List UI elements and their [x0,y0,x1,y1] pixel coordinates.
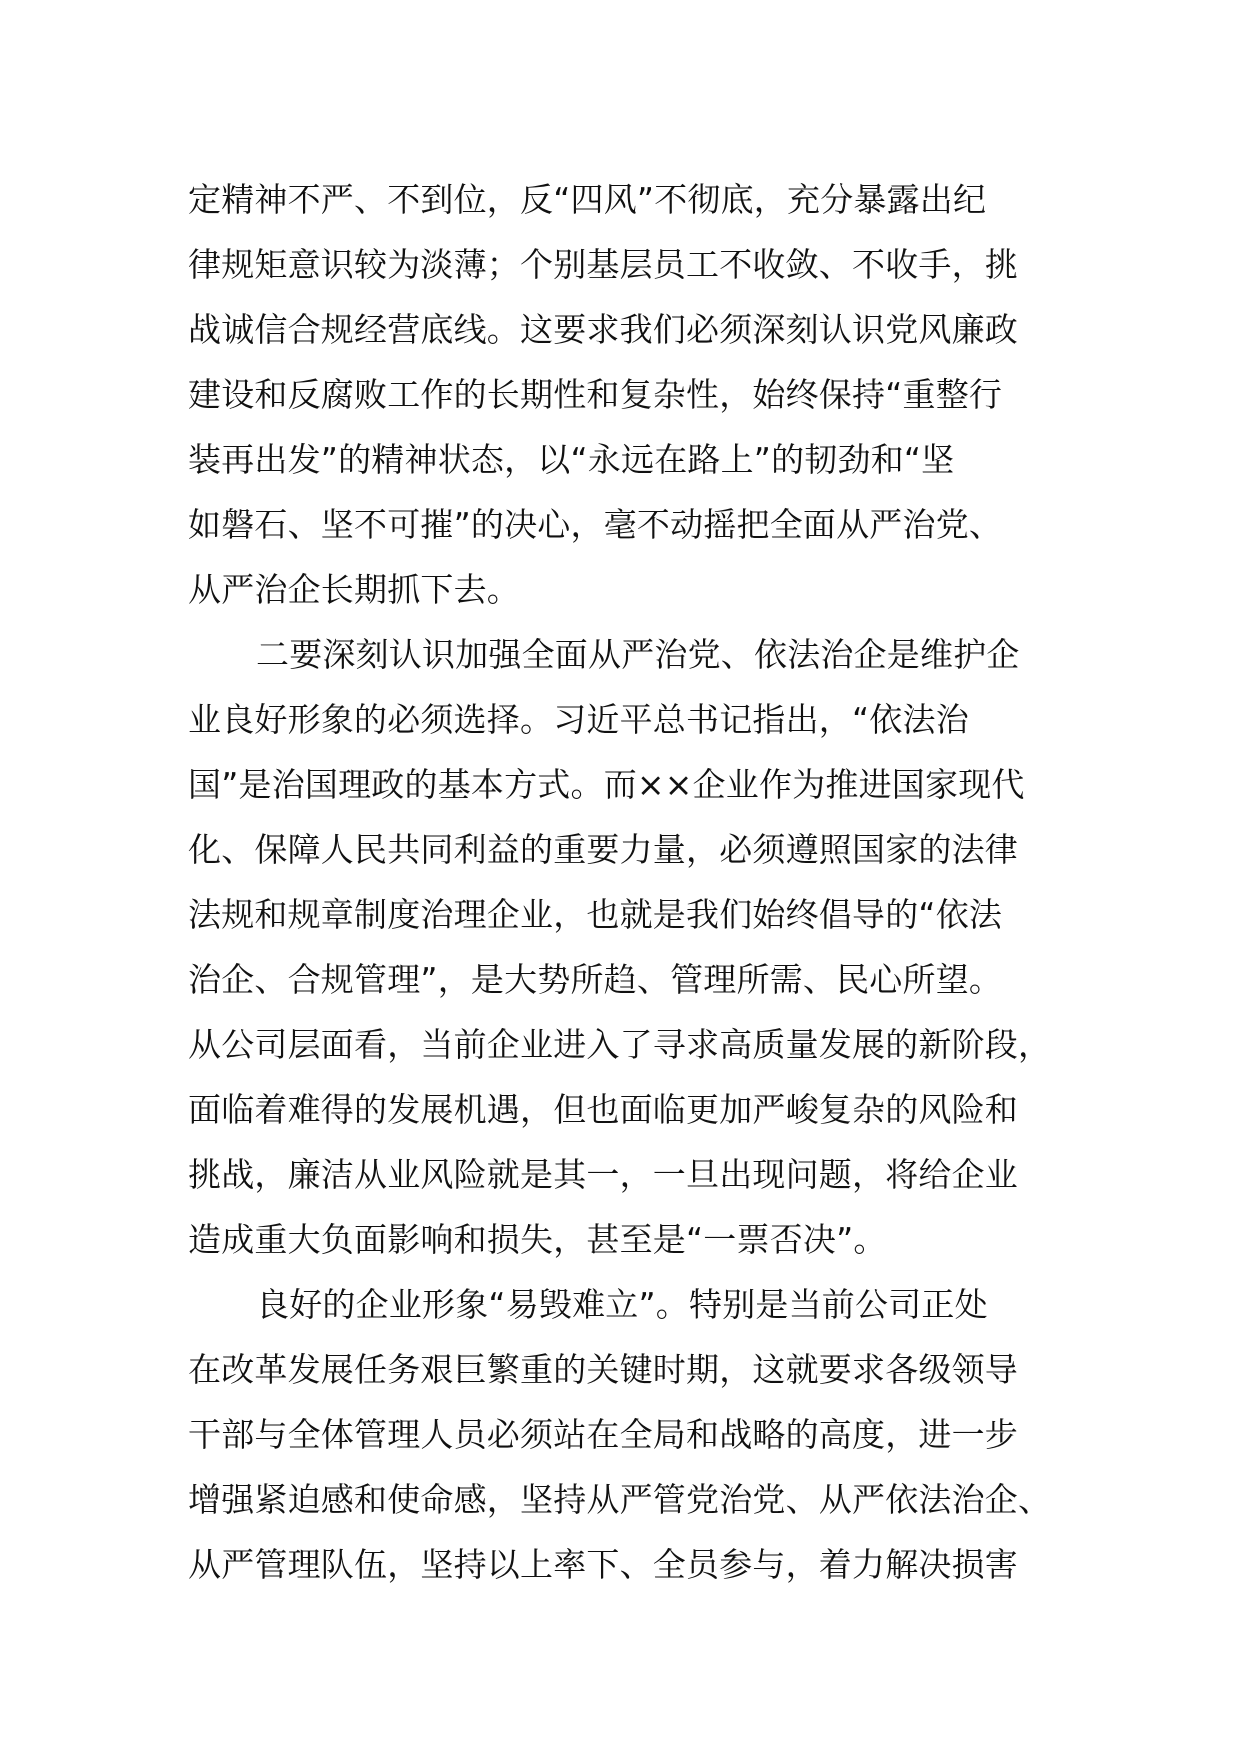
text-line: 装再出发”的精神状态，以“永远在路上”的韧劲和“坚 [188,440,955,479]
text-line: 定精神不严、不到位，反“四风”不彻底，充分暴露出纪 [188,180,987,219]
paragraph-first-line: 良好的企业形象“易毁难立”。特别是当前公司正处 [256,1285,988,1324]
text-line: 从严治企长期抓下去。 [188,570,520,609]
text-line: 律规矩意识较为淡薄；个别基层员工不收敛、不收手，挑 [188,245,1018,284]
text-line: 建设和反腐败工作的长期性和复杂性，始终保持“重整行 [188,375,1003,414]
paragraph-first-line: 二要深刻认识加强全面从严治党、依法治企是维护企 [256,635,1020,674]
text-line: 业良好形象的必须选择。习近平总书记指出，“依法治 [188,700,969,739]
text-line: 挑战，廉洁从业风险就是其一，一旦出现问题，将给企业 [188,1155,1018,1194]
text-line: 面临着难得的发展机遇，但也面临更加严峻复杂的风险和 [188,1090,1018,1129]
text-line: 干部与全体管理人员必须站在全局和战略的高度，进一步 [188,1415,1018,1454]
text-line: 治企、合规管理”，是大势所趋、管理所需、民心所望。 [188,960,1003,999]
text-line: 在改革发展任务艰巨繁重的关键时期，这就要求各级领导 [188,1350,1018,1389]
text-line: 化、保障人民共同利益的重要力量，必须遵照国家的法律 [188,830,1018,869]
text-line: 法规和规章制度治理企业，也就是我们始终倡导的“依法 [188,895,1003,934]
text-line: 如磐石、坚不可摧”的决心，毫不动摇把全面从严治党、 [188,505,1003,544]
text-line: 从公司层面看，当前企业进入了寻求高质量发展的新阶段， [188,1025,1052,1064]
text-line: 增强紧迫感和使命感，坚持从严管党治党、从严依法治企、 [188,1480,1052,1519]
document-body [188,167,1068,1597]
text-line: 造成重大负面影响和损失，甚至是“一票否决”。 [188,1220,887,1259]
text-line: 战诚信合规经营底线。这要求我们必须深刻认识党风廉政 [188,310,1018,349]
text-line: 从严管理队伍，坚持以上率下、全员参与，着力解决损害 [188,1545,1018,1584]
text-line: 国”是治国理政的基本方式。而××企业作为推进国家现代 [188,765,1025,804]
